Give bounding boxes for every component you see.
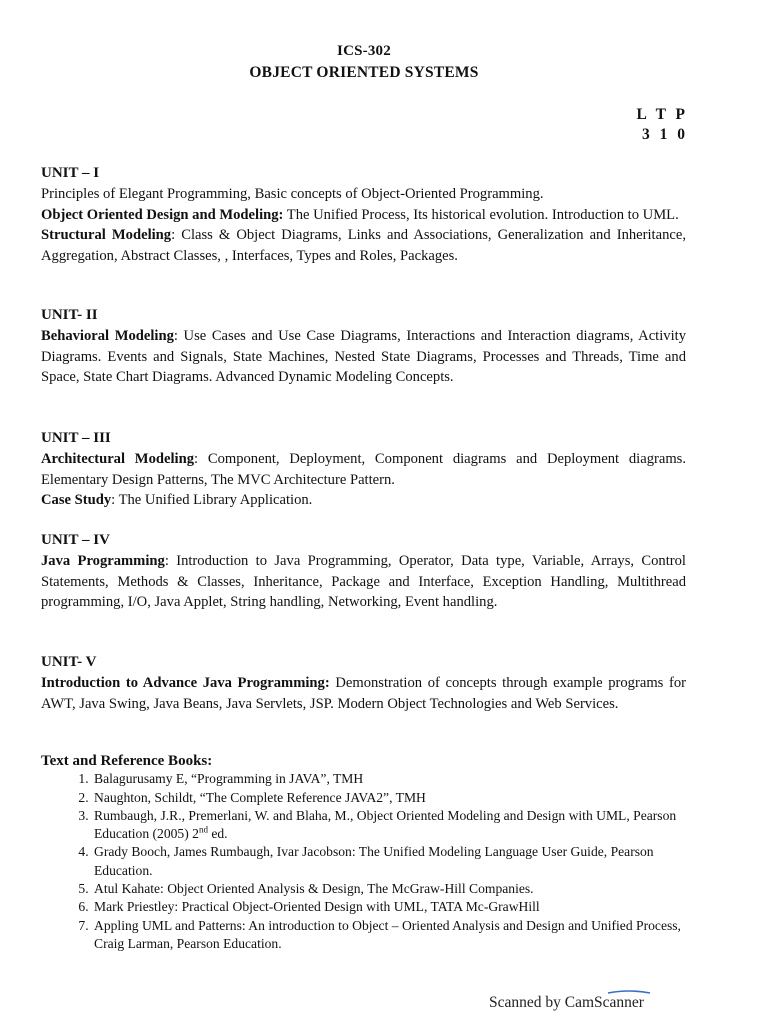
- unit-4-paragraph: Java Programming: Introduction to Java Programming, Operator, Data type, Variable, Arrays, Control Statements, Methods & Classes, Inheritance, Package and Interface, Exception Handling, Multithread programming, I/O, Java Applet, String handling, Networking, Event handling.: [41, 553, 686, 611]
- book-item: 2. Naughton, Schildt, “The Complete Reference JAVA2”, TMH: [92, 789, 691, 807]
- unit-5-section: [41, 652, 686, 714]
- unit-1-paragraph: Principles of Elegant Programming, Basic concepts of Object-Oriented Programming.: [41, 186, 544, 203]
- unit-2-paragraph: Behavioral Modeling: Use Cases and Use Case Diagrams, Interactions and Interaction diagrams, Activity Diagrams. Events and Signals, State Machines, Nested State Diagrams, Processes and Threads, Time and Space, State Chart Diagrams. Advanced Dynamic Modeling Concepts.: [41, 328, 686, 386]
- reference-books-section: [41, 752, 691, 953]
- books-heading: Text and Reference Books:: [41, 753, 213, 769]
- unit-1-section: [41, 163, 686, 266]
- course-title: OBJECT ORIENTED SYSTEMS: [249, 64, 479, 81]
- unit-3-section: [41, 428, 686, 511]
- course-code: ICS-302: [337, 43, 391, 59]
- unit-4-heading: UNIT – IV: [41, 532, 110, 548]
- unit-4-section: [41, 530, 686, 613]
- unit-1-paragraph: Object Oriented Design and Modeling: The Unified Process, Its historical evolution. Introduction to UML.: [41, 206, 679, 223]
- unit-5-heading: UNIT- V: [41, 654, 97, 670]
- book-item: 6. Mark Priestley: Practical Object-Oriented Design with UML, TATA Mc-GrawHill: [92, 898, 691, 916]
- book-item: 1. Balagurusamy E, “Programming in JAVA”, TMH: [92, 770, 691, 788]
- scanner-watermark: Scanned by CamScanner: [489, 994, 644, 1011]
- unit-2-heading: UNIT- II: [41, 307, 98, 323]
- book-item: 4. Grady Booch, James Rumbaugh, Ivar Jacobson: The Unified Modeling Language User Guide, Pearson Education.: [92, 843, 691, 880]
- unit-3-paragraph: Case Study: The Unified Library Application.: [41, 492, 313, 509]
- ltp-values: 3 1 0: [642, 126, 688, 143]
- unit-1-heading: UNIT – I: [41, 165, 100, 181]
- unit-3-heading: UNIT – III: [41, 430, 111, 446]
- book-item: 3. Rumbaugh, J.R., Premerlani, W. and Blaha, M., Object Oriented Modeling and Design with UML, Pearson Education (2005) 2nd ed.: [92, 807, 691, 844]
- books-list: [41, 770, 691, 953]
- unit-2-section: [41, 305, 686, 388]
- ordinal-superscript: nd: [198, 824, 208, 835]
- ltp-header: L T P: [636, 106, 688, 123]
- unit-3-paragraph: Architectural Modeling: Component, Deployment, Component diagrams and Deployment diagrams. Elementary Design Patterns, The MVC Architecture Pattern.: [41, 451, 687, 488]
- unit-1-paragraph: Structural Modeling: Class & Object Diagrams, Links and Associations, Generalization and Inheritance, Aggregation, Abstract Classes, , Interfaces, Types and Roles, Packages.: [41, 227, 686, 264]
- book-item: 7. Appling UML and Patterns: An introduction to Object – Oriented Analysis and Design and Unified Process, Craig Larman, Pearson Education.: [92, 917, 691, 954]
- unit-5-paragraph: Introduction to Advance Java Programming: Demonstration of concepts through example programs for AWT, Java Swing, Java Beans, Java Servlets, JSP. Modern Object Technologies and Web Services.: [41, 675, 686, 712]
- book-item: 5. Atul Kahate: Object Oriented Analysis & Design, The McGraw-Hill Companies.: [92, 880, 691, 898]
